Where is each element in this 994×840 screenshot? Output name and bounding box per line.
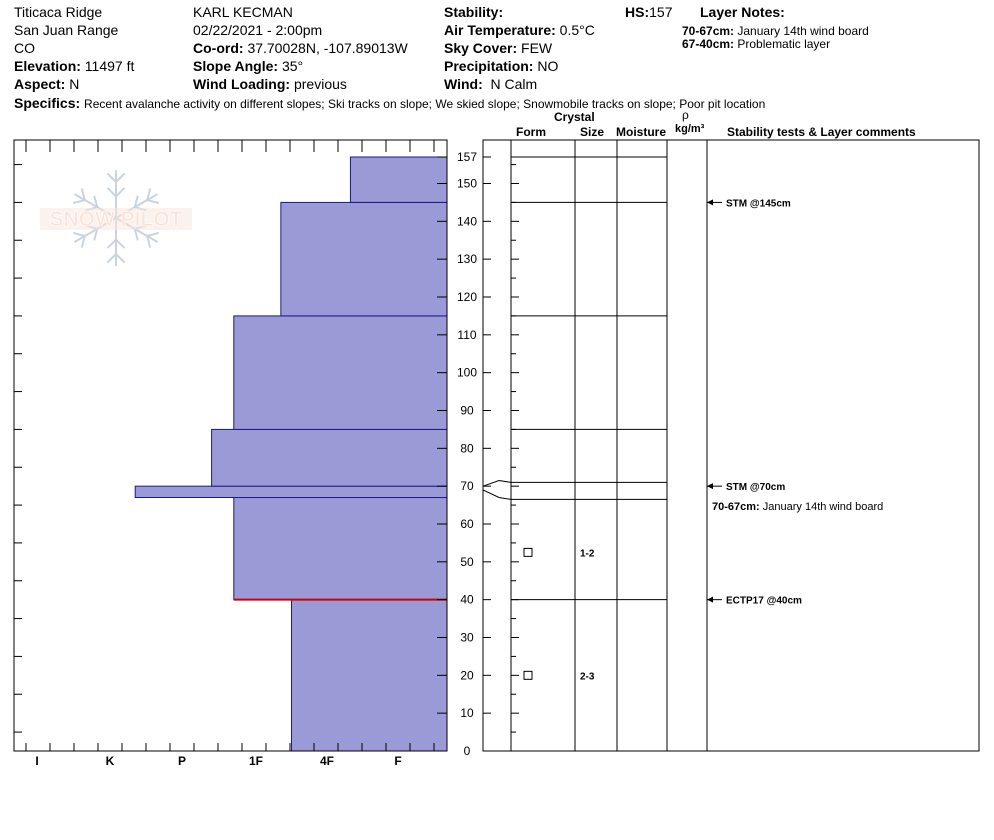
height-label: 150: [456, 176, 478, 191]
height-label: 60: [460, 516, 474, 531]
height-label: 90: [460, 403, 474, 418]
height-label: 100: [456, 365, 478, 380]
hs-label: HS:: [625, 4, 650, 20]
mountain-range: San Juan Range: [14, 22, 119, 38]
layer-note-range: 70-67cm:: [682, 24, 735, 38]
height-label: 70: [460, 479, 474, 494]
observer: KARL KECMAN: [193, 4, 293, 20]
flake-branch: [108, 188, 116, 196]
height-label: 157: [456, 150, 478, 164]
hardness-label: I: [35, 754, 39, 768]
height-label: 20: [460, 668, 474, 683]
layer-notes-title: Layer Notes:: [700, 4, 785, 20]
precip-value: NO: [537, 58, 559, 74]
flake-branch: [108, 174, 116, 182]
slope-value: 35°: [281, 58, 304, 74]
height-label: 30: [460, 630, 474, 645]
boundary-connector: [483, 490, 511, 499]
wind-label: Wind:: [444, 76, 483, 92]
hs-value: 157: [649, 4, 673, 20]
crystal-size: 2-3: [580, 671, 595, 683]
crystal-size: 1-2: [580, 548, 595, 560]
test-arrowhead-icon: [707, 199, 713, 205]
layer-table-frame: [483, 140, 979, 751]
flake-branch: [116, 174, 124, 182]
coord-value: 37.70028N, -107.89013W: [247, 40, 408, 56]
test-arrowhead-icon: [707, 597, 713, 603]
elevation-label: Elevation:: [14, 58, 81, 74]
hardness-bar: [234, 498, 447, 600]
snowpilot-logo: [40, 170, 192, 266]
hardness-bar: [212, 429, 447, 486]
date-time: 02/22/2021 - 2:00pm: [193, 22, 323, 38]
size-header: Size: [580, 125, 605, 139]
wind-value: N Calm: [490, 76, 538, 92]
layer-comment-range: 70-67cm:: [712, 501, 763, 514]
hardness-label: P: [177, 754, 187, 768]
height-label: 80: [460, 441, 474, 456]
location: Titicaca Ridge: [14, 4, 103, 20]
elevation-value: 11497 ft: [84, 58, 135, 74]
sky-label: Sky Cover:: [444, 40, 518, 56]
air-temp-label: Air Temperature:: [444, 22, 556, 38]
hardness-label: K: [105, 754, 115, 768]
specifics-label: Specifics:: [14, 95, 81, 111]
height-label: 140: [456, 214, 478, 229]
height-label: 10: [460, 706, 474, 721]
height-label: 110: [457, 327, 477, 342]
height-label: 0: [463, 744, 471, 758]
hardness-bar: [281, 202, 447, 316]
stability-label: Stability:: [444, 4, 504, 20]
crystal-form-faceted-icon: [524, 548, 532, 556]
moisture-header: Moisture: [616, 125, 667, 139]
hardness-bar: [234, 316, 447, 430]
hardness-bar: [292, 600, 448, 751]
flake-branch: [116, 254, 124, 262]
flake-branch: [116, 188, 124, 196]
form-header: Form: [516, 125, 546, 139]
aspect-label: Aspect:: [14, 76, 66, 92]
rho-header: ρ: [682, 108, 689, 122]
flake-branch: [108, 254, 116, 262]
height-label: 130: [456, 252, 478, 267]
hardness-label: F: [394, 754, 402, 768]
specifics-text: Recent avalanche activity on different slopes; Ski tracks on slope; We skied slope; Snowmobile tracks on slope; Poor pit location: [84, 97, 766, 111]
density-unit-header: kg/m³: [675, 123, 705, 135]
hardness-bar: [350, 157, 447, 202]
height-label: 50: [460, 554, 474, 569]
stability-test-label: STM @70cm: [726, 482, 786, 494]
height-label: 120: [456, 289, 478, 304]
stability-test-label: ECTP17 @40cm: [726, 595, 802, 607]
precip-label: Precipitation:: [444, 58, 534, 74]
crystal-form-faceted-icon: [524, 671, 532, 679]
layer-comment-text: January 14th wind board: [762, 501, 884, 514]
comments-header: Stability tests & Layer comments: [727, 125, 916, 139]
flake-branch: [147, 200, 159, 203]
state: CO: [14, 40, 35, 56]
coord-label: Co-ord:: [193, 40, 244, 56]
flake-branch: [108, 240, 116, 248]
crystal-header: Crystal: [554, 110, 595, 124]
flake-branch: [147, 233, 159, 236]
logo-wordmark: SNOW PILOT: [49, 208, 183, 231]
air-temp-value: 0.5°C: [559, 22, 595, 38]
flake-branch: [73, 200, 85, 203]
stability-test-label: STM @145cm: [726, 198, 791, 210]
boundary-connector: [483, 480, 511, 486]
layer-comment: [712, 501, 883, 513]
aspect-value: N: [69, 76, 80, 92]
wind-loading-label: Wind Loading:: [193, 76, 291, 92]
flake-branch: [73, 233, 85, 236]
height-label: 40: [460, 592, 474, 607]
layer-note-text: Problematic layer: [737, 37, 831, 51]
slope-label: Slope Angle:: [193, 58, 279, 74]
hardness-label: 1F: [248, 754, 264, 768]
flake-branch: [116, 240, 124, 248]
layer-note-text: January 14th wind board: [737, 24, 869, 38]
layer-note-range: 67-40cm:: [682, 37, 735, 51]
test-arrowhead-icon: [707, 483, 713, 489]
sky-value: FEW: [521, 40, 553, 56]
wind-loading-value: previous: [293, 76, 347, 92]
hardness-bar: [135, 486, 447, 497]
hardness-label: 4F: [319, 754, 335, 768]
